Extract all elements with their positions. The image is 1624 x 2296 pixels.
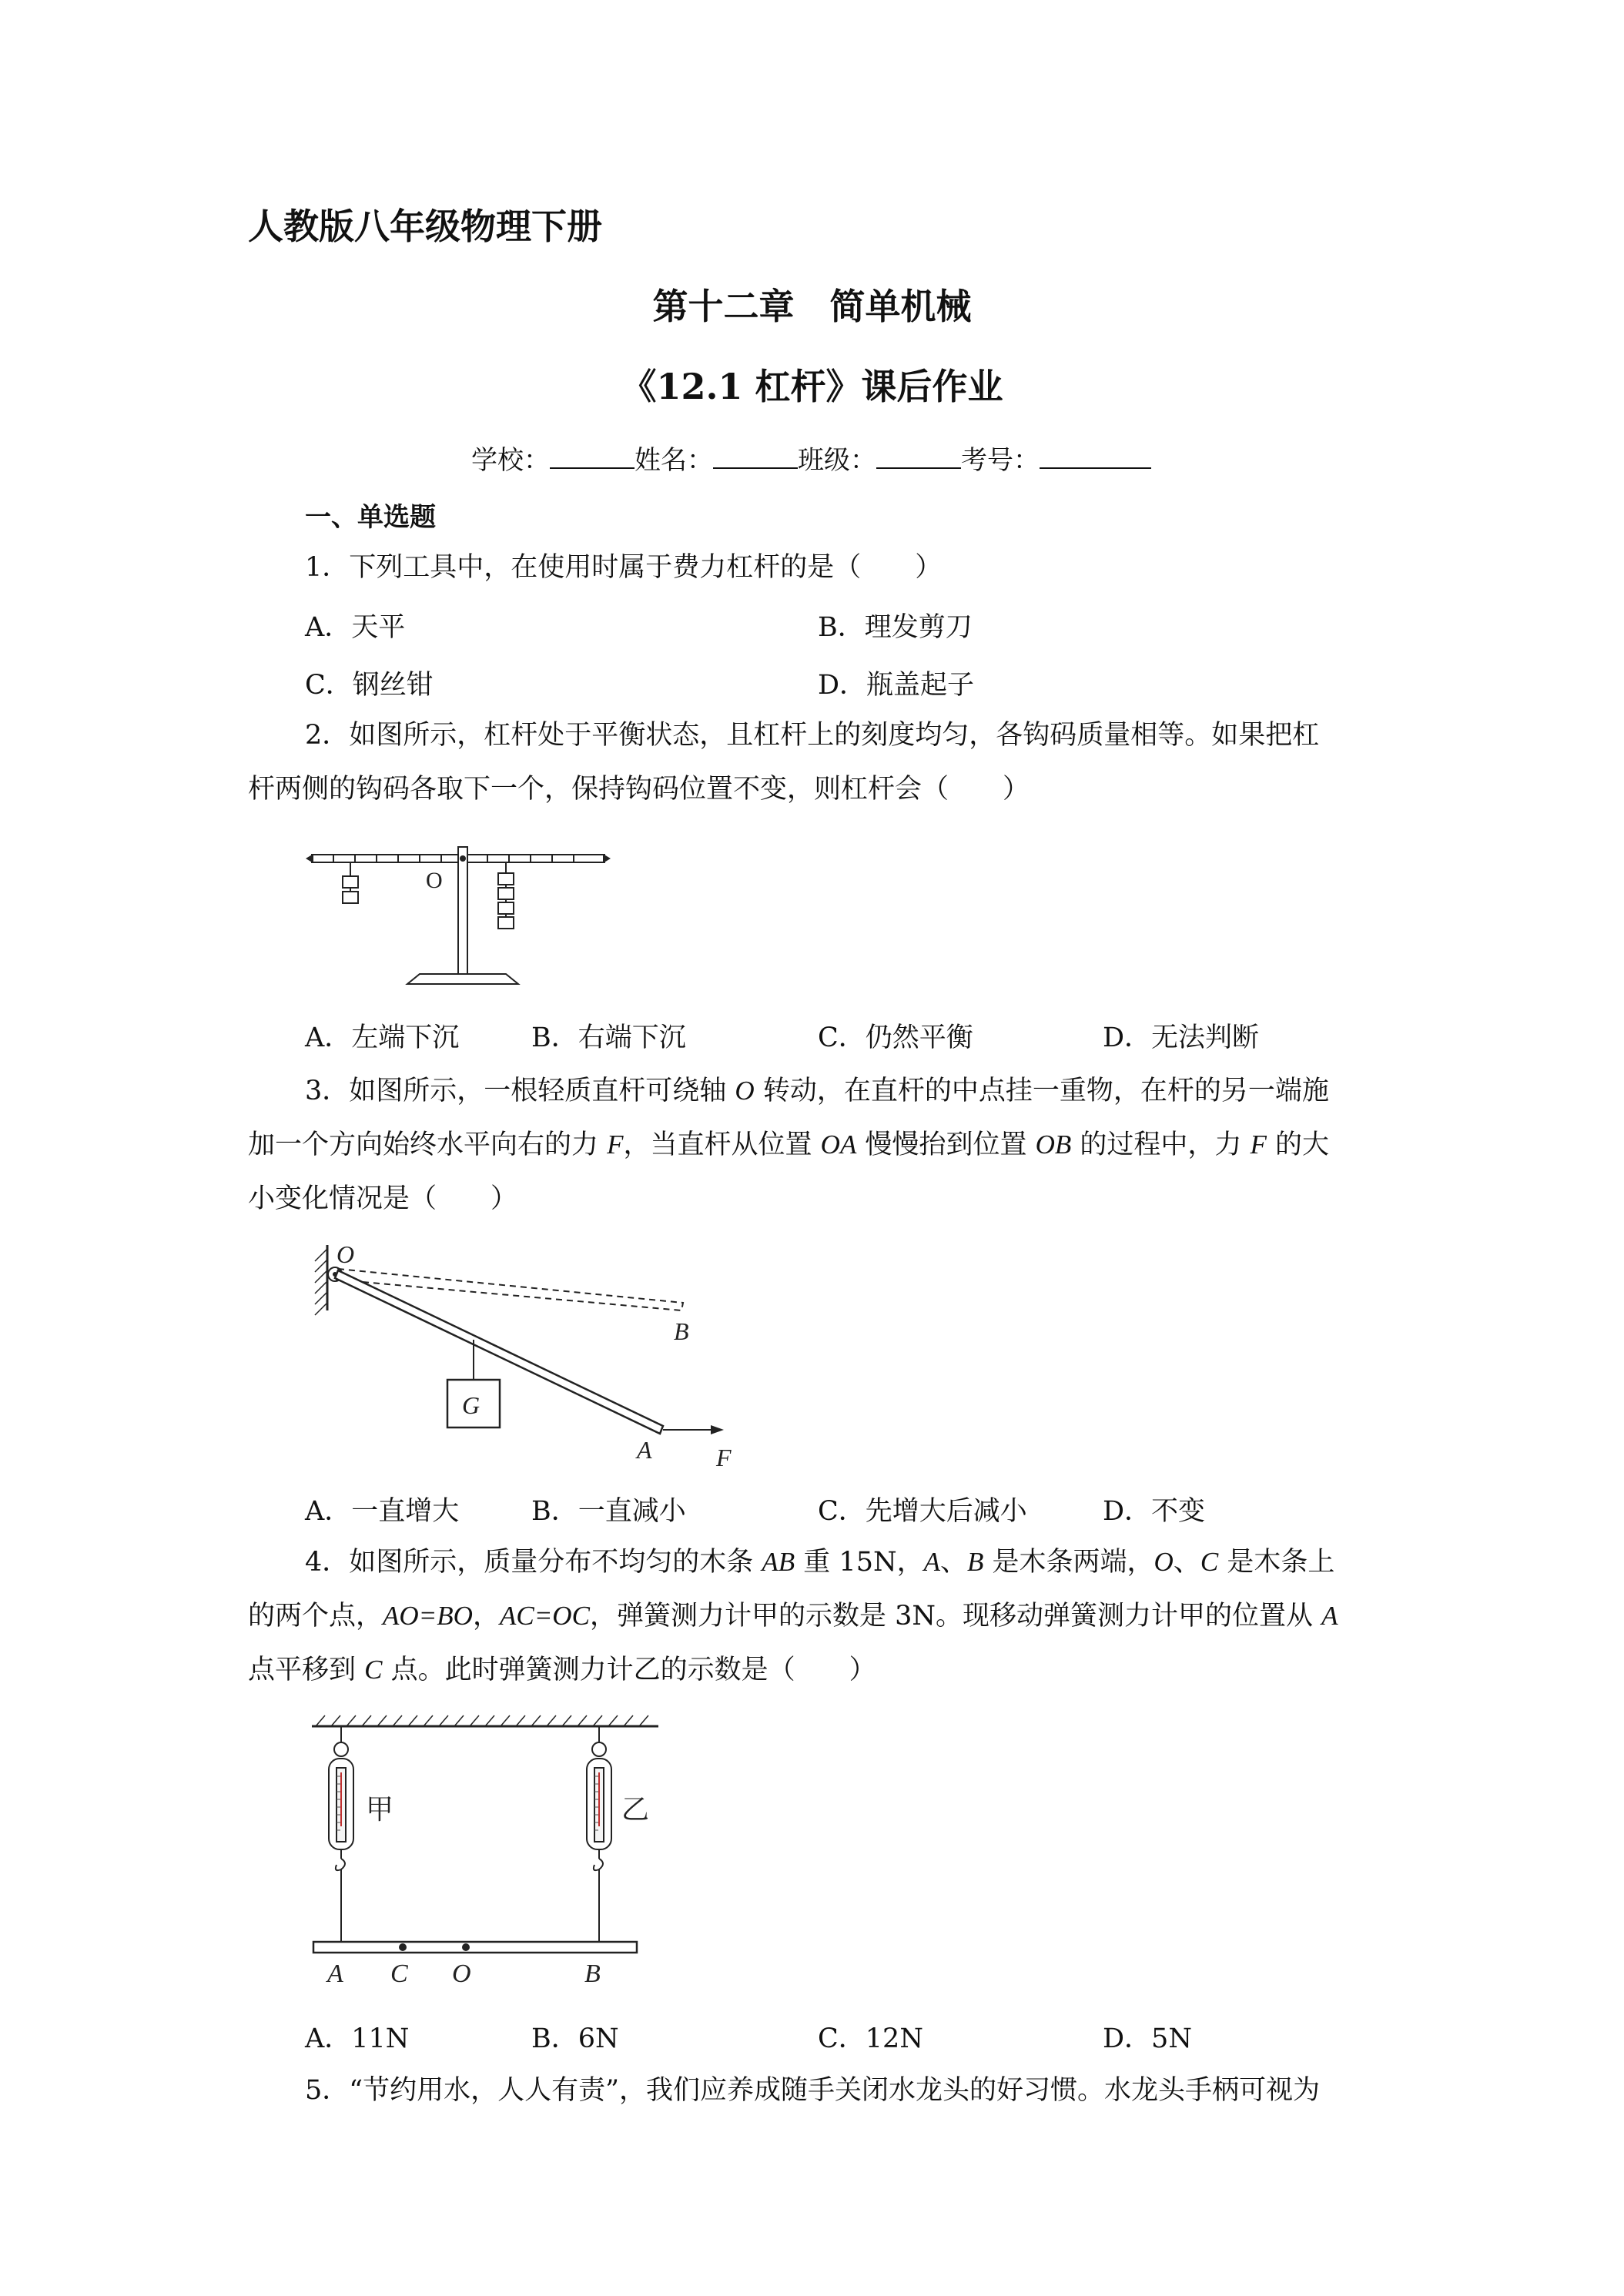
q4-stem	[248, 1535, 1403, 1697]
label-g: G	[462, 1391, 481, 1419]
label-jia: 甲	[366, 1794, 394, 1825]
label-c: C	[390, 1960, 408, 1988]
q3-rod-figure	[304, 1241, 758, 1472]
point-c	[399, 1943, 407, 1951]
q5-stem: 5．“节约用水，人人有责”，我们应养成随手关闭水龙头的好习惯。水龙头手柄可视为	[305, 2075, 1321, 2106]
q4-option-b[interactable]: B．6N	[531, 2023, 619, 2054]
q1-option-a[interactable]: A．天平	[305, 612, 406, 643]
chapter-title: 第十二章 简单机械	[652, 286, 972, 327]
q4-option-a[interactable]: A．11N	[305, 2023, 410, 2054]
q1-option-c[interactable]: C．钢丝钳	[305, 670, 434, 701]
q3-stem	[248, 1064, 1403, 1226]
label-yi: 乙	[621, 1794, 650, 1825]
label-f: F	[716, 1444, 732, 1471]
class-label: 班级：	[798, 445, 876, 476]
spring-scale-yi	[587, 1726, 611, 1942]
q2-option-c[interactable]: C．仍然平衡	[818, 1022, 973, 1053]
q4-line-3: 点平移到 C 点。此时弹簧测力计乙的示数是（ ）	[248, 1655, 876, 1685]
q2-option-b[interactable]: B．右端下沉	[531, 1022, 686, 1053]
label-b: B	[584, 1960, 601, 1988]
q2-line-1: 2．如图所示，杠杆处于平衡状态，且杠杆上的刻度均匀，各钩码质量相等。如果把杠	[305, 720, 1320, 751]
q2-pivot-label: O	[426, 868, 443, 893]
q4-line-1: 4．如图所示，质量分布不均匀的木条 AB 重 15N，A、B 是木条两端，O、C 是木条上	[305, 1547, 1335, 1578]
label-o: O	[337, 1240, 355, 1268]
q2-line-2: 杆两侧的钩码各取下一个，保持钩码位置不变，则杠杆会（ ）	[248, 774, 1030, 805]
q3-line-1: 3．如图所示，一根轻质直杆可绕轴 O 转动，在直杆的中点挂一重物，在杆的另一端施	[305, 1076, 1329, 1106]
section-title: 一、单选题	[305, 502, 436, 533]
q3-option-c[interactable]: C．先增大后减小	[818, 1496, 1027, 1527]
q2-stem	[248, 708, 1403, 816]
q4-option-c[interactable]: C．12N	[818, 2023, 923, 2054]
label-a: A	[327, 1960, 343, 1988]
q2-option-a[interactable]: A．左端下沉	[305, 1022, 460, 1053]
number-blank[interactable]	[1040, 446, 1151, 469]
q4-line-2: 的两个点，AO=BO，AC=OC，弹簧测力计甲的示数是 3N。现移动弹簧测力计甲的位置从 A	[248, 1601, 1338, 1632]
q2-lever-figure	[304, 839, 612, 993]
wooden-bar-ab	[313, 1942, 637, 1953]
q2-option-d[interactable]: D．无法判断	[1103, 1022, 1260, 1053]
q3-line-3: 小变化情况是（ ）	[248, 1183, 518, 1214]
class-blank[interactable]	[876, 446, 961, 469]
name-blank[interactable]	[713, 446, 798, 469]
q3-option-b[interactable]: B．一直减小	[531, 1496, 686, 1527]
school-blank[interactable]	[550, 446, 635, 469]
left-hook-weights	[343, 862, 358, 903]
q4-spring-scale-figure	[304, 1711, 658, 2003]
q1-option-d[interactable]: D．瓶盖起子	[818, 670, 975, 701]
spring-scale-jia	[329, 1726, 353, 1942]
q1-option-b[interactable]: B．理发剪刀	[818, 612, 973, 643]
label-b: B	[674, 1317, 689, 1345]
label-o: O	[452, 1960, 471, 1988]
student-info-line	[471, 439, 1151, 477]
lever-stand	[458, 847, 467, 974]
name-label: 姓名：	[635, 445, 713, 476]
q1-stem: 1．下列工具中，在使用时属于费力杠杆的是（ ）	[305, 552, 943, 583]
lesson-title: 《12.1 杠杆》课后作业	[621, 366, 1003, 407]
book-title: 人教版八年级物理下册	[248, 206, 602, 247]
q4-option-d[interactable]: D．5N	[1103, 2023, 1192, 2054]
label-a: A	[637, 1436, 652, 1464]
right-hook-weights	[498, 862, 514, 929]
point-o	[462, 1943, 470, 1951]
q3-option-d[interactable]: D．不变	[1103, 1496, 1206, 1527]
number-label: 考号：	[961, 445, 1040, 476]
q3-line-2: 加一个方向始终水平向右的力 F，当直杆从位置 OA 慢慢抬到位置 OB 的过程中，力 F 的大	[248, 1130, 1330, 1160]
school-label: 学校：	[471, 445, 550, 476]
q3-option-a[interactable]: A．一直增大	[305, 1496, 460, 1527]
